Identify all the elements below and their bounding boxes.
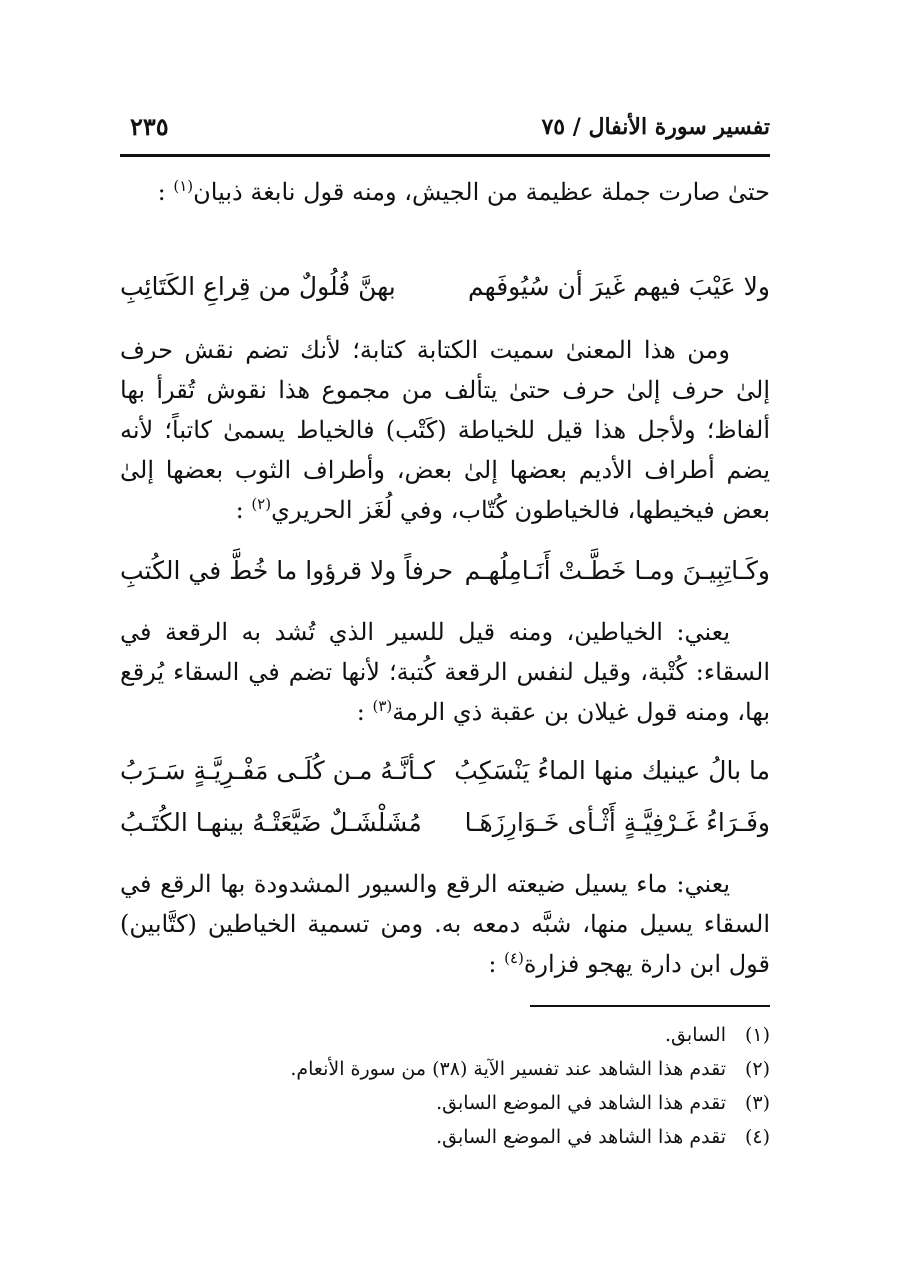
footnote-text: تقدم هذا الشاهد في الموضع السابق. (436, 1092, 726, 1114)
footnote-number: (٢) (744, 1058, 770, 1080)
verse-3 (120, 756, 770, 860)
footnote-number: (١) (744, 1024, 770, 1046)
footnote-separator (530, 1005, 770, 1007)
running-title: تفسير سورة الأنفال / ٧٥ (541, 114, 770, 140)
verse-1-second-hemistich: بهنَّ فُلُولٌ من قِراعِ الكَتَائِبِ (120, 272, 396, 301)
paragraph-3 (120, 612, 770, 732)
footnote-number: (٣) (744, 1092, 770, 1114)
verse-3-line-1-second-hemistich: كـأنَّـهُ مـن كُلَـى مَفْـرِيَّـةٍ سَـرَبُ (120, 756, 435, 785)
footnote-number: (٤) (744, 1126, 770, 1148)
footnote-ref-2: (٢) (251, 495, 272, 513)
book-page (120, 0, 770, 1271)
footnote-ref-4: (٤) (504, 949, 524, 967)
verse-3-line-1 (120, 756, 770, 808)
footnote-item (120, 1052, 770, 1086)
footnote-ref-1: (١) (173, 177, 194, 195)
paragraph-3-tail: : (356, 698, 365, 726)
verse-3-line-2-second-hemistich: مُشَلْشَـلٌ ضَيَّعَتْـهُ بينهـا الكُتَـبُ (120, 808, 422, 837)
page-header (120, 110, 770, 157)
verse-2-line (120, 556, 770, 608)
verse-2-second-hemistich: حرفاً ولا قرؤوا ما خُطَّ في الكُتبِ (120, 556, 454, 585)
paragraph-1-tail: : (157, 178, 166, 206)
paragraph-4 (120, 864, 770, 984)
paragraph-2-text: ومن هذا المعنىٰ سميت الكتابة كتابة؛ لأنك تضم نقش حرف إلىٰ حرف إلىٰ حرف حتىٰ يتألف من مجموع هذا نقوش تُقرأ بها ألفاظ؛ ولأجل هذا قيل للخياطة (كَتْب) فالخياط يسمىٰ كاتباً؛ لأنه يضم أطراف الأديم بعضها إلىٰ بعض، وأطراف الثوب بعضها إلىٰ بعض فيخيطها، فالخياطون كُتّاب، وفي لُغَز الحريري (120, 336, 771, 524)
paragraph-2-tail: : (235, 496, 244, 524)
paragraph-2 (120, 330, 770, 530)
verse-3-line-1-first-hemistich: ما بالُ عينيك منها الماءُ يَنْسَكِبُ (454, 756, 770, 785)
verse-3-line-2 (120, 808, 770, 860)
footnote-item (120, 1086, 770, 1120)
paragraph-4-tail: : (488, 950, 497, 978)
footnote-item (120, 1018, 770, 1052)
footnote-ref-3: (٣) (372, 697, 393, 715)
paragraph-3-text: يعني: الخياطين، ومنه قيل للسير الذي تُشد به الرقعة في السقاء: كُتْبة، وقيل لنفس الرقعة كُتبة؛ لأنها تضم في السقاء يُرقع بها، ومنه قول غيلان بن عقبة ذي الرمة (120, 618, 770, 726)
verse-2 (120, 556, 770, 608)
verse-1-first-hemistich: ولا عَيْبَ فيهم غَيرَ أن سُيُوفَهم (468, 272, 770, 301)
verse-1-line (120, 272, 770, 324)
paragraph-4-text: يعني: ماء يسيل ضيعته الرقع والسيور المشدودة بها الرقع في السقاء يسيل منها، شبَّه دمعه به. ومن تسمية الخياطين (كتَّابين) قول ابن دارة يهجو فزارة (120, 870, 770, 978)
footnotes (120, 1018, 770, 1154)
footnote-text: السابق. (665, 1024, 726, 1046)
paragraph-1-text: حتىٰ صارت جملة عظيمة من الجيش، ومنه قول نابغة ذبيان (193, 178, 770, 206)
footnote-text: تقدم هذا الشاهد في الموضع السابق. (436, 1126, 726, 1148)
page-number: ٢٣٥ (130, 112, 169, 141)
footnote-item (120, 1120, 770, 1154)
paragraph-1 (120, 172, 770, 212)
verse-2-first-hemistich: وكَـاتِبِيـنَ ومـا خَطَّـتْ أَنَـامِلُهـم (464, 556, 770, 585)
verse-1 (120, 272, 770, 324)
footnote-text: تقدم هذا الشاهد عند تفسير الآية (٣٨) من سورة الأنعام. (290, 1058, 726, 1080)
verse-3-line-2-first-hemistich: وفَـرَاءُ غَـرْفِيَّـةٍ أَثْـأى خَـوَارِزَهَـا (464, 808, 770, 837)
